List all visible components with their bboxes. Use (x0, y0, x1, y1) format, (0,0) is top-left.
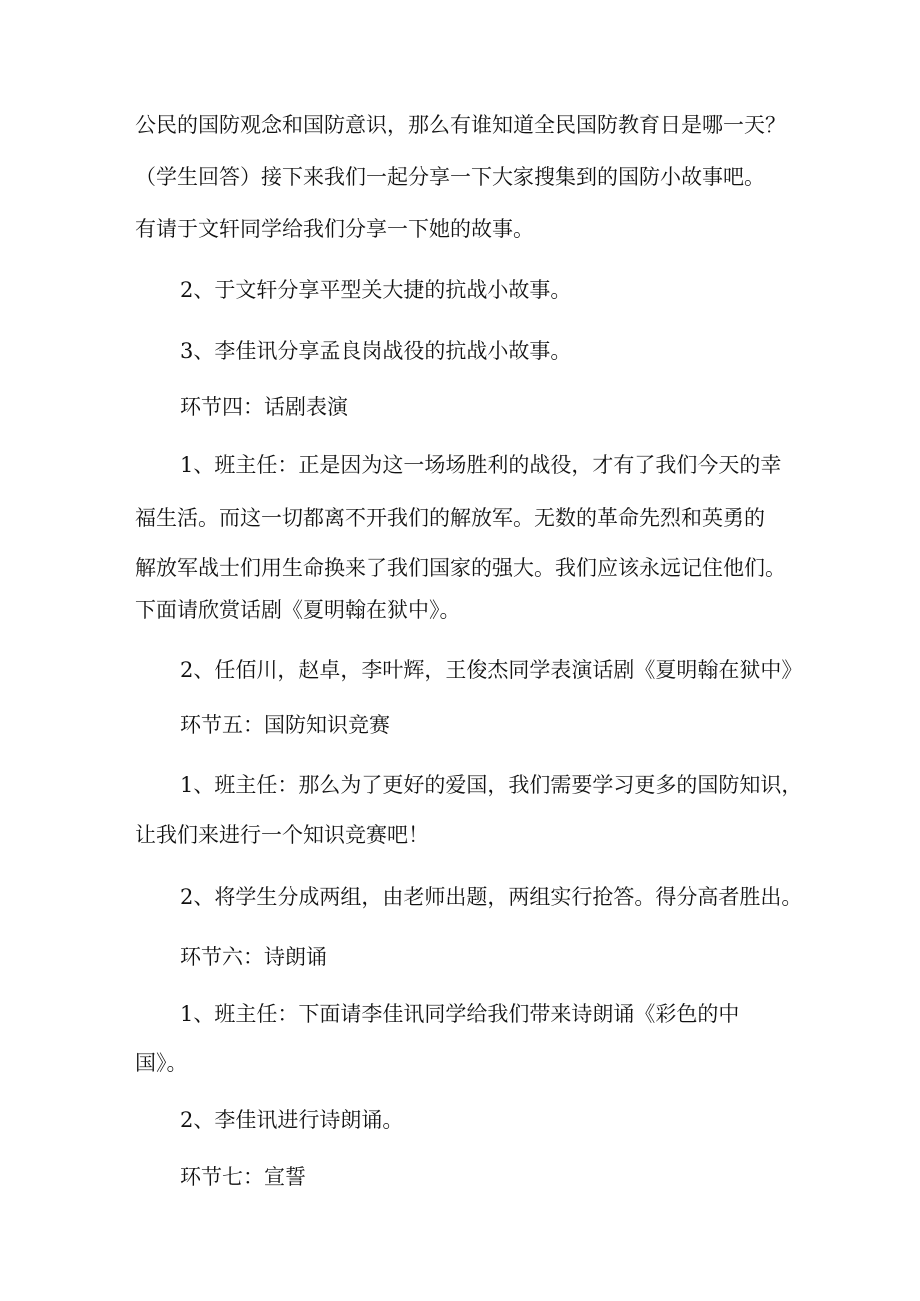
text-line: 公民的国防观念和国防意识，那么有谁知道全民国防教育日是哪一天？ (135, 113, 786, 137)
text-line: 有请于文轩同学给我们分享一下她的故事。 (135, 217, 534, 241)
text-line: 让我们来进行一个知识竞赛吧！ (135, 823, 429, 847)
list-item: 1、班主任：下面请李佳讯同学给我们带来诗朗诵《彩色的中 (180, 1002, 740, 1026)
list-item: 1、班主任：那么为了更好的爱国，我们需要学习更多的国防知识， (180, 773, 803, 797)
list-item: 2、李佳讯进行诗朗诵。 (180, 1108, 404, 1132)
list-item: 2、于文轩分享平型关大捷的抗战小故事。 (180, 278, 572, 302)
text-line: （学生回答）接下来我们一起分享一下大家搜集到的国防小故事吧。 (135, 165, 765, 189)
section-heading: 环节五：国防知识竞赛 (180, 713, 390, 737)
text-line: 解放军战士们用生命换来了我们国家的强大。我们应该永远记住他们。 (135, 556, 786, 580)
list-item: 3、李佳讯分享孟良岗战役的抗战小故事。 (180, 339, 572, 363)
text-line: 国》。 (135, 1051, 188, 1075)
text-line: 福生活。而这一切都离不开我们的解放军。无数的革命先烈和英勇的 (135, 506, 765, 530)
list-item: 2、将学生分成两组，由老师出题，两组实行抢答。得分高者胜出。 (180, 885, 803, 909)
section-heading: 环节六：诗朗诵 (180, 945, 327, 969)
list-item: 1、班主任：正是因为这一场场胜利的战役，才有了我们今天的幸 (180, 453, 782, 477)
section-heading: 环节七：宣誓 (180, 1165, 306, 1189)
list-item: 2、任佰川，赵卓，李叶辉，王俊杰同学表演话剧《夏明翰在狱中》 (180, 658, 803, 682)
section-heading: 环节四：话剧表演 (180, 395, 348, 419)
text-line: 下面请欣赏话剧《夏明翰在狱中》。 (135, 598, 461, 622)
